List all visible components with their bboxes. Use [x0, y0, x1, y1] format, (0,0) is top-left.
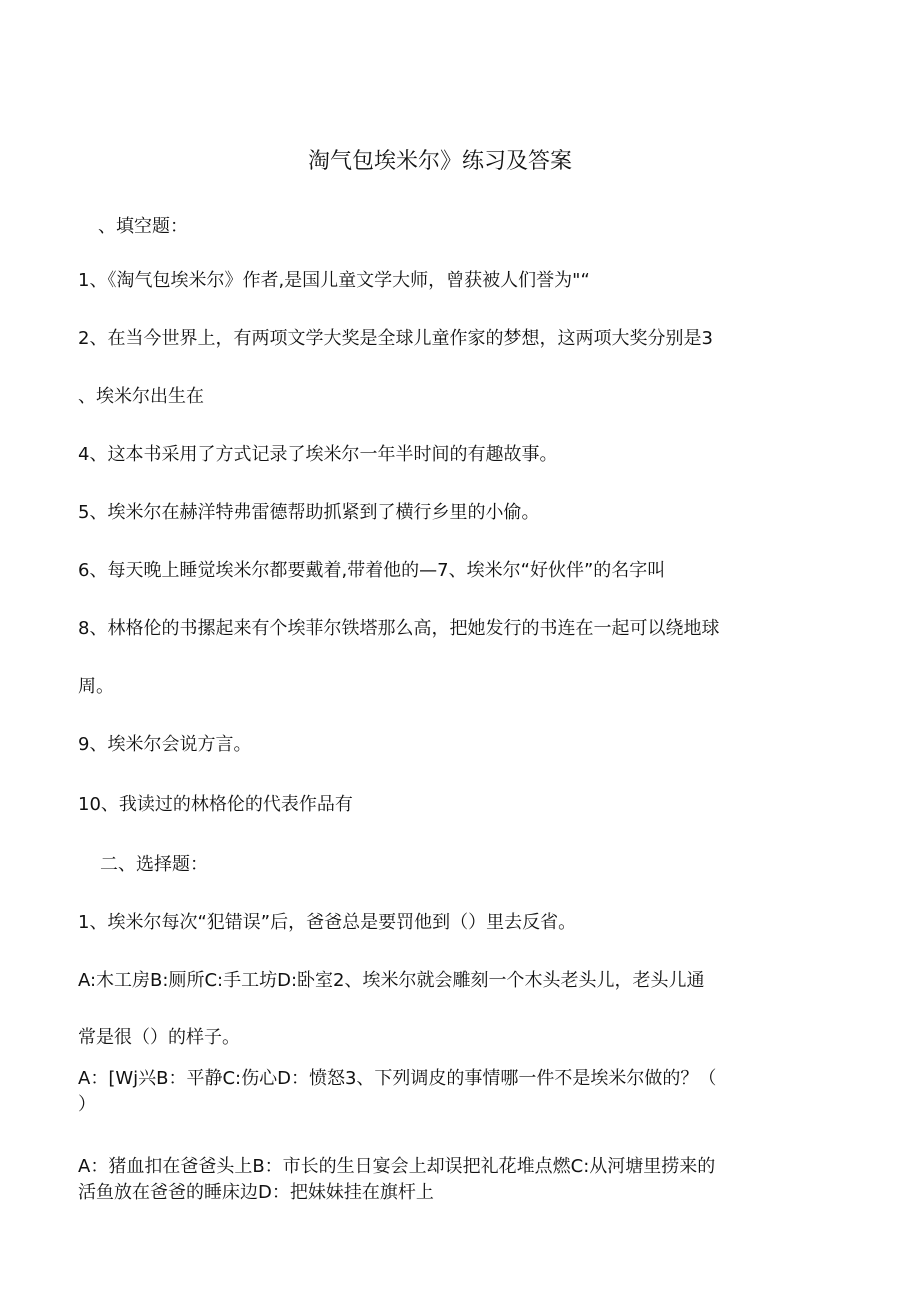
fill-in-item-8-continued: 周。	[78, 676, 114, 697]
fill-in-item-4: 4、这本书采用了方式记录了埃米尔一年半时间的有趣故事。	[78, 444, 558, 465]
document-title: 淘气包埃米尔》练习及答案	[307, 149, 572, 174]
choice-options-2-and-item-3: A：[Wj兴B：平静C:伤心D：愤怒3、下列调皮的事情哪一件不是埃米尔做的？（	[78, 1068, 717, 1089]
section-heading-choice: 二、选择题：	[100, 854, 208, 875]
fill-in-item-5: 5、埃米尔在赫洋特弗雷德帮助抓紧到了横行乡里的小偷。	[78, 502, 540, 523]
fill-in-item-1: 1、《淘气包埃米尔》作者,是国儿童文学大师，曾获被人们誉为"“	[78, 270, 590, 291]
choice-options-3-continued: 活鱼放在爸爸的睡床边D：把妹妹挂在旗杆上	[78, 1182, 434, 1203]
choice-options-3: A：猪血扣在爸爸头上B：市长的生日宴会上却误把礼花堆点燃C:从河塘里捞来的	[78, 1156, 716, 1177]
choice-item-2-continued: 常是很（）的样子。	[78, 1027, 240, 1048]
fill-in-item-3: 、埃米尔出生在	[78, 386, 204, 407]
fill-in-item-2: 2、在当今世界上，有两项文学大奖是全球儿童作家的梦想，这两项大奖分别是3	[78, 328, 713, 349]
choice-item-1: 1、埃米尔每次“犯错误”后，爸爸总是要罚他到（）里去反省。	[78, 912, 577, 933]
fill-in-item-6-7: 6、每天晚上睡觉埃米尔都要戴着,带着他的—7、埃米尔“好伙伴”的名字叫	[78, 560, 666, 581]
fill-in-item-10: 10、我读过的林格伦的代表作品有	[78, 794, 353, 815]
fill-in-item-9: 9、埃米尔会说方言。	[78, 734, 252, 755]
choice-item-3-continued: ）	[78, 1094, 96, 1115]
choice-options-1-and-item-2: A:木工房B:厕所C:手工坊D:卧室2、埃米尔就会雕刻一个木头老头儿，老头儿通	[78, 970, 705, 991]
fill-in-item-8: 8、林格伦的书摞起来有个埃菲尔铁塔那么高，把她发行的书连在一起可以绕地球	[78, 618, 720, 639]
section-heading-fill-in: 、填空题：	[98, 216, 188, 237]
